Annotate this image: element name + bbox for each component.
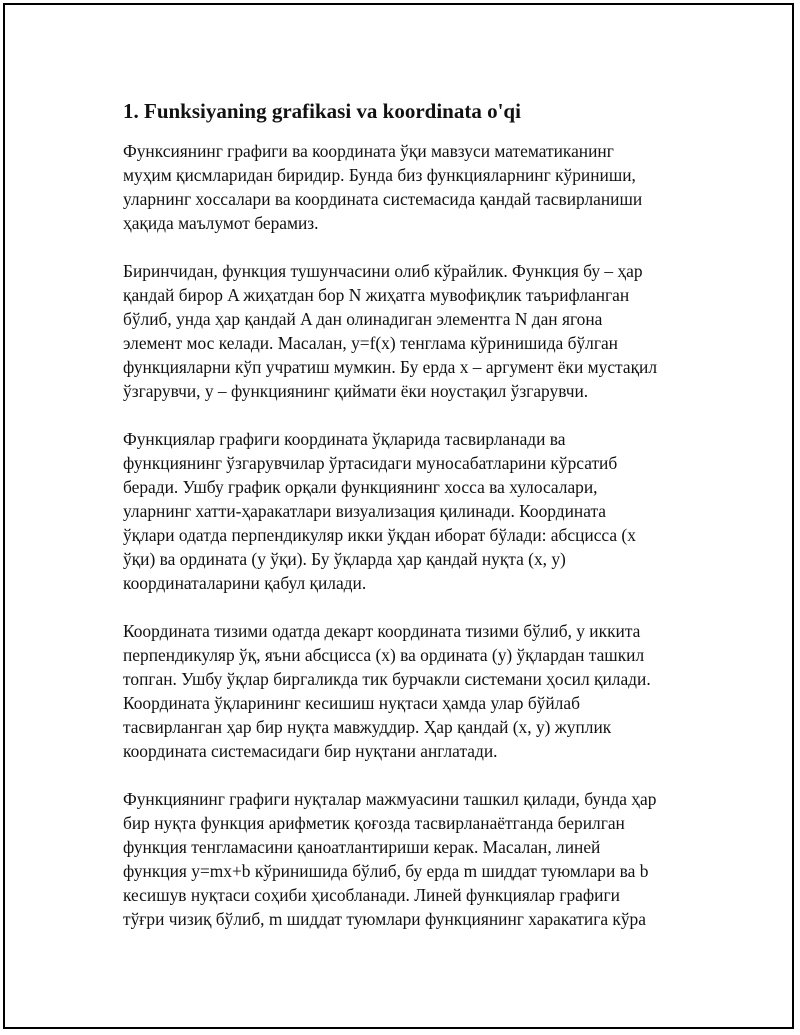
text-line: ўқлари одатда перпендикуляр икки ўқдан иборат бўлади: абсцисса (x [123,525,636,545]
text-line: уларнинг хоссалари ва координата системасида қандай тасвирланиши [123,189,643,209]
text-line: қандай бирор A жиҳатдан бор N жиҳатга мувофиқлик таърифланган [123,285,630,305]
text-line: координаталарини қабул қилади. [123,573,367,593]
text-line: координата системасидаги бир нуқтани англатади. [123,741,498,761]
text-line: кесишув нуқтаси соҳиби ҳисобланади. Линей функциялар графиги [123,885,620,905]
paragraph-function-definition [123,259,703,403]
paragraph-coordinate-system [123,619,703,763]
text-line: тасвирланган ҳар бир нуқта мавжуддир. Ҳар қандай (x, y) жуплик [123,717,612,737]
text-line: топган. Ушбу ўқлар биргаликда тик бурчакли системани ҳосил қилади. [123,669,651,689]
text-line: тўғри чизиқ бўлиб, m шиддат туюмлари функциянинг харакатига кўра [123,909,646,929]
page-title: 1. Funksiyaning grafikasi va koordinata o'qi [123,99,521,123]
text-line: функция y=mx+b кўринишида бўлиб, бу ерда m шиддат туюмлари ва b [123,861,649,881]
text-line: ўзгарувчи, y – функциянинг қиймати ёки ноустақил ўзгарувчи. [123,381,589,401]
text-line: функциянинг ўзгарувчилар ўртасидаги муносабатларини кўрсатиб [123,453,618,473]
text-line: беради. Ушбу график орқали функциянинг хосса ва хулосалари, [123,477,598,497]
text-line: Функциянинг графиги нуқталар мажмуасини ташкил қилади, бунда ҳар [123,789,657,809]
text-line: Координата ўқларининг кесишиш нуқтаси ҳамда улар бўйлаб [123,693,580,713]
paragraph-graph-axes [123,427,703,595]
text-line: муҳим қисмларидан биридир. Бунда биз функцияларнинг кўриниши, [123,165,636,185]
text-line: бир нуқта функция арифметик қоғозда тасвирланаётганда берилган [123,813,625,833]
text-line: уларнинг хатти-ҳаракатлари визуализация қилинади. Координата [123,501,607,521]
page-frame [3,3,794,1029]
text-line: Функсиянинг графиги ва координата ўқи мавзуси математиканинг [123,141,614,161]
paragraph-linear-function [123,787,703,931]
text-line: Биринчидан, функция тушунчасини олиб кўрайлик. Функция бу – ҳар [123,261,643,281]
text-line: бўлиб, унда ҳар қандай A дан олинадиган элементга N дан ягона [123,309,603,329]
paragraph-intro [123,139,703,235]
text-line: ўқи) ва ордината (y ўқи). Бу ўқларда ҳар қандай нуқта (x, y) [123,549,566,569]
document-body [123,97,703,955]
text-line: Функциялар графиги координата ўқларида тасвирланади ва [123,429,566,449]
text-line: ҳақида маълумот берамиз. [123,213,319,233]
text-line: функцияларни кўп учратиш мумкин. Бу ерда x – аргумент ёки мустақил [123,357,658,377]
text-line: элемент мос келади. Масалан, y=f(x) тенглама кўринишида бўлган [123,333,618,353]
text-line: функция тенгламасини қаноатлантириши керак. Масалан, линей [123,837,601,857]
text-line: Координата тизими одатда декарт координата тизими бўлиб, у иккита [123,621,641,641]
text-line: перпендикуляр ўқ, яъни абсцисса (x) ва ордината (y) ўқлардан ташкил [123,645,645,665]
